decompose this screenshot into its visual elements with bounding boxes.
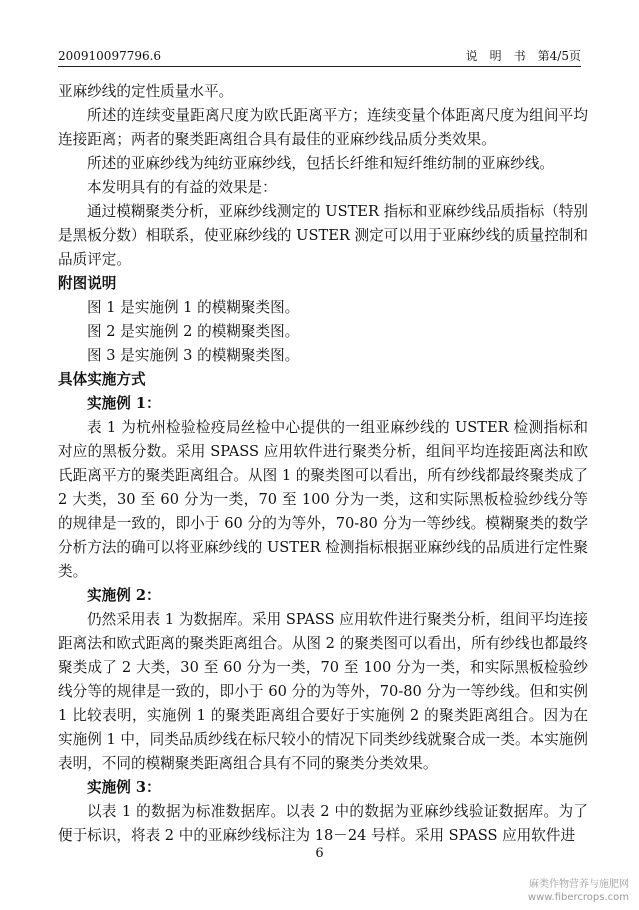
watermark-url: www.fibercrops.com <box>527 892 629 903</box>
figure-description: 图 2 是实施例 2 的模糊聚类图。 <box>87 323 300 340</box>
paragraph: 本发明具有的有益的效果是： <box>87 179 277 196</box>
example-heading: 实施例 3： <box>87 779 161 796</box>
watermark <box>528 878 629 904</box>
paragraph: 所述的亚麻纱线为纯纺亚麻纱线，包括长纤维和短纤维纺制的亚麻纱线。 <box>87 155 555 172</box>
document-body <box>58 80 588 848</box>
figure-description: 图 3 是实施例 3 的模糊聚类图。 <box>87 347 300 364</box>
paragraph: 所述的连续变量距离尺度为欧氏距离平方；连续变量个体距离尺度为组间平均连接距离；两者的聚类距离组合具有最佳的亚麻纱线品质分类效果。 <box>58 107 588 148</box>
section-heading: 具体实施方式 <box>58 371 146 388</box>
example-heading: 实施例 1： <box>87 395 161 412</box>
section-heading: 附图说明 <box>58 275 117 292</box>
paragraph: 以表 1 的数据为标准数据库。以表 2 中的数据为亚麻纱线验证数据库。为了便于标识，将表 2 中的亚麻纱线标注为 18－24 号样。采用 SPASS 应用软件进 <box>58 803 588 844</box>
document-number: 200910097796.6 <box>58 49 162 63</box>
figure-description: 图 1 是实施例 1 的模糊聚类图。 <box>87 299 300 316</box>
paragraph: 表 1 为杭州检验检疫局丝检中心提供的一组亚麻纱线的 USTER 检测指标和对应的黑板分数。采用 SPASS 应用软件进行聚类分析，组间平均连接距离法和欧氏距离平方的聚类距离组合。从图 1 的聚类图可以看出，所有纱线都最终聚类成了 2 大类，30 至 60 分为一类，70 至 100 分为一类，这和实际黑板检验纱线分等的规律是一致的，即小于 60 分的为等外，70-80 分为一等纱线。模糊聚类的数学分析方法的确可以将亚麻纱线的 USTER 检测指标根据亚麻纱线的品质进行定性聚类。 <box>58 419 588 580</box>
paragraph: 仍然采用表 1 为数据库。采用 SPASS 应用软件进行聚类分析，组间平均连接距离法和欧式距离的聚类距离组合。从图 2 的聚类图可以看出，所有纱线也都最终聚类成了 2 大类，30 至 60 分为一类，70 至 100 分为一类，和实际黑板检验纱线分等的规律是一致的，即小于 60 分的为等外，70-80 分为一等纱线。但和实例 1 比较表明，实施例 1 的聚类距离组合要好于实施例 2 的聚类距离组合。因为在实施例 1 中，同类品质纱线在标尺较小的情况下同类纱线就聚合成一类。本实施例表明，不同的模糊聚类距离组合具有不同的聚类分类效果。 <box>58 611 588 772</box>
page-info: 说 明 书 第4/5页 <box>465 49 581 63</box>
page-number: 6 <box>315 846 324 861</box>
paragraph: 通过模糊聚类分析，亚麻纱线测定的 USTER 指标和亚麻纱线品质指标（特别是黑板分数）相联系，使亚麻纱线的 USTER 测定可以用于亚麻纱线的质量控制和品质评定。 <box>58 203 588 268</box>
page-header <box>58 46 581 67</box>
paragraph: 亚麻纱线的定性质量水平。 <box>58 83 234 100</box>
watermark-site-name: 麻类作物营养与施肥网 <box>529 879 629 890</box>
example-heading: 实施例 2： <box>87 587 161 604</box>
